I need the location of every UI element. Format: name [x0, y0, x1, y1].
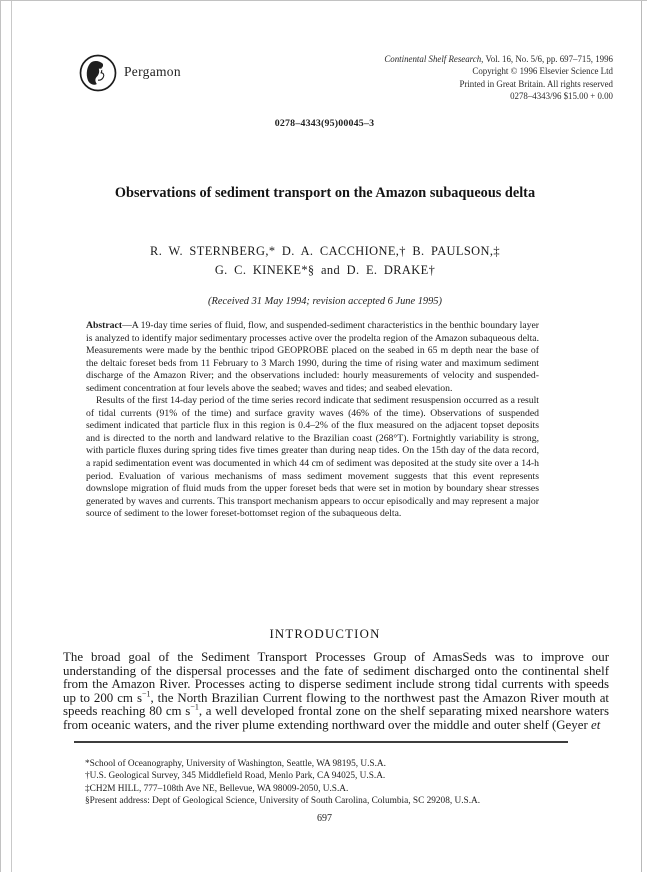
intro-text-2: , the North Brazilian Current flowing to the northwest past the Amazon River mouth at speeds reaching 80 cm s [63, 690, 609, 718]
authors-block [35, 242, 615, 279]
authors-line-1: R. W. STERNBERG,* D. A. CACCHIONE,† B. PAULSON,‡ [150, 244, 500, 258]
footnote-affiliation-4: §Present address: Dept of Geological Science, University of South Carolina, Columbia, SC 29208, U.S.A. [85, 795, 481, 806]
footnote-divider-rule [74, 741, 568, 743]
footnote-affiliation-3: ‡CH2M HILL, 777–108th Ave NE, Bellevue, WA 98009-2050, U.S.A. [85, 783, 349, 794]
superscript-exponent-2: −1 [190, 702, 199, 712]
article-title: Observations of sediment transport on the Amazon subaqueous delta [114, 185, 536, 201]
section-heading-introduction: INTRODUCTION [269, 627, 381, 641]
page-number: 697 [317, 813, 332, 824]
footnotes-block [85, 758, 585, 807]
journal-issue-block [384, 53, 613, 103]
intro-text-1: The broad goal of the Sediment Transport Processes Group of AmasSeds was to improve our understanding of the dispersal processes and the fate of sediment discharged onto the continental shelf from the Amazon River. Processes acting to disperse sediment include strong tidal currents with speeds up to 200 cm s [63, 650, 609, 705]
introduction-paragraph [63, 651, 609, 732]
printed-line: Printed in Great Britain. All rights reserved [459, 78, 613, 89]
intro-citation-et: et [590, 717, 601, 732]
abstract-paragraph-1-text: —A 19-day time series of fluid, flow, and suspended-sediment characteristics in the benthic boundary layer is analyzed to identify major sedimentary processes active over the prodelta region of the Amazon subaqueous delta. Measurements were made by the benthic tripod GEOPROBE placed on the seabed in 65 m depth near the base of the deltaic foreset beds from 11 February to 3 March 1990, during the time of rising water and maximum sediment discharge of the Amazon River; and the observations included: hourly measurements of velocity and suspended-sediment concentration at four levels above the seabed; waves and tides; and seabed elevation. [86, 320, 539, 394]
journal-name: Continental Shelf Research [384, 54, 482, 64]
publisher-name: Pergamon [124, 64, 181, 79]
scan-edge-left [11, 1, 12, 872]
authors-line-2: G. C. KINEKE*§ and D. E. DRAKE† [214, 262, 436, 277]
footnote-affiliation-1: *School of Oceanography, University of Washington, Seattle, WA 98195, U.S.A. [85, 759, 386, 769]
copyright-line: Copyright © 1996 Elsevier Science Ltd [472, 66, 613, 77]
received-dates-line: (Received 31 May 1994; revision accepted 6 June 1995) [208, 296, 442, 307]
journal-citation-line [384, 53, 613, 65]
footnote-affiliation-2: †U.S. Geological Survey, 345 Middlefield Road, Menlo Park, CA 94025, U.S.A. [85, 771, 386, 782]
price-code-line: 0278–4343/96 $15.00 + 0.00 [510, 91, 613, 102]
superscript-exponent-1: −1 [141, 689, 151, 699]
abstract-paragraph-2: Results of the first 14-day period of the time series record indicate that sediment resuspension occurred as a result of tidal currents (91% of the time) and surface gravity waves (46% of the time). Observations of suspended sediment indicated that particle flux in this region is 0.4–2% of the flux measured on the adjacent topset deposits and is directed to the north and landward relative to the Brazilian coast (268°T). Fortnightly variability is strong, with particle fluxes during spring tides five times greater than during neap tides. On the 15th day of the data record, a rapid sedimentation event was documented in which 44 cm of sediment was deposited at the study site over a 14-h period. Evaluation of various mechanisms of mass sediment movement suggests that this event represents downslope migration of fluid muds from the upper foreset beds that were set in motion by boundary shear stresses generated by waves and currents. This transport mechanism appears to occur episodically and may represent a major source of sediment to the lower foreset-bottomset region of the subaqueous delta. [86, 395, 539, 520]
journal-volume-info: , Vol. 16, No. 5/6, pp. 697–715, 1996 [481, 54, 613, 64]
intro-text-3: , a well developed frontal zone on the shelf separating mixed nearshore waters from oceanic waters, and the river plume extending northward over the middle and outer shelf (Geyer [63, 704, 609, 732]
abstract-paragraph-1 [86, 320, 539, 395]
article-id-code: 0278–4343(95)00045–3 [274, 118, 375, 129]
abstract-label: Abstract [86, 320, 123, 331]
scan-edge-right [641, 1, 642, 872]
pergamon-logo-icon [78, 53, 118, 93]
abstract-block [86, 320, 539, 521]
